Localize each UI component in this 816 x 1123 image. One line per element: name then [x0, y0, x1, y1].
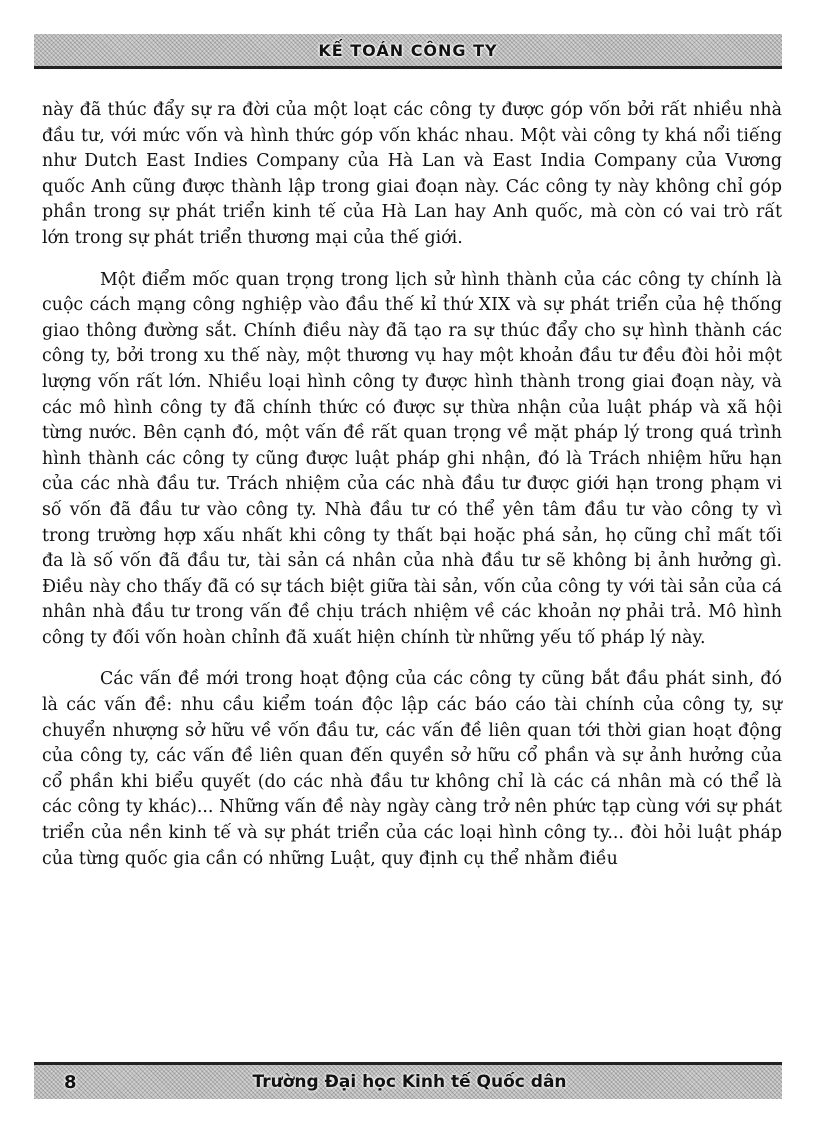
running-footer — [34, 1062, 782, 1099]
paragraph-2: Một điểm mốc quan trọng trong lịch sử hình thành của các công ty chính là cuộc cách mạng công nghiệp vào đầu thế kỉ thứ XIX và sự phát triển của hệ thống giao thông đường sắt. Chính điều này đã tạo ra sự thúc đẩy cho sự hình thành các công ty, bởi trong xu thế này, một thương vụ hay một khoản đầu tư đều đòi hỏi một lượng vốn rất lớn. Nhiều loại hình công ty được hình thành trong giai đoạn này, và các mô hình công ty đã chính thức có được sự thừa nhận của luật pháp và xã hội từng nước. Bên cạnh đó, một vấn đề rất quan trọng về mặt pháp lý trong quá trình hình thành các công ty cũng được luật pháp ghi nhận, đó là Trách nhiệm hữu hạn của các nhà đầu tư. Trách nhiệm của các nhà đầu tư được giới hạn trong phạm vi số vốn đã đầu tư vào công ty. Nhà đầu tư có thể yên tâm đầu tư vào công ty vì trong trường hợp xấu nhất khi công ty thất bại hoặc phá sản, họ cũng chỉ mất tối đa là số vốn đã đầu tư, tài sản cá nhân của nhà đầu tư sẽ không bị ảnh hưởng gì. Điều này cho thấy đã có sự tách biệt giữa tài sản, vốn của công ty với tài sản của cá nhân nhà đầu tư trong vấn đề chịu trách nhiệm về các khoản nợ phải trả. Mô hình công ty đối vốn hoàn chỉnh đã xuất hiện chính từ những yếu tố pháp lý này. — [42, 269, 782, 648]
footer-school-name: Trường Đại học Kinh tế Quốc dân — [252, 1072, 567, 1092]
page-body — [42, 98, 782, 888]
running-header — [34, 34, 782, 69]
paragraph-3: Các vấn đề mới trong hoạt động của các công ty cũng bắt đầu phát sinh, đó là các vấn đề: nhu cầu kiểm toán độc lập các báo cáo tài chính của công ty, sự chuyển nhượng sở hữu về vốn đầu tư, các vấn đề liên quan tới thời gian hoạt động của công ty, các vấn đề liên quan đến quyền sở hữu cổ phần và sự ảnh hưởng của cổ phần khi biểu quyết (do các nhà đầu tư không chỉ là các cá nhân mà có thể là các công ty khác)... Những vấn đề này ngày càng trở nên phức tạp cùng với sự phát triển của nền kinh tế và sự phát triển của các loại hình công ty... đòi hỏi luật pháp của từng quốc gia cần có những Luật, quy định cụ thể nhằm điều — [42, 669, 782, 869]
header-title: KẾ TOÁN CÔNG TY — [318, 40, 498, 60]
page-number: 8 — [64, 1071, 77, 1093]
paragraph-1: này đã thúc đẩy sự ra đời của một loạt các công ty được góp vốn bởi rất nhiều nhà đầu tư, với mức vốn và hình thức góp vốn khác nhau. Một vài công ty khá nổi tiếng như Dutch East Indies Company của Hà Lan và East India Company của Vương quốc Anh cũng được thành lập trong giai đoạn này. Các công ty này không chỉ góp phần trong sự phát triển kinh tế của Hà Lan hay Anh quốc, mà còn có vai trò rất lớn trong sự phát triển thương mại của thế giới. — [42, 100, 782, 248]
